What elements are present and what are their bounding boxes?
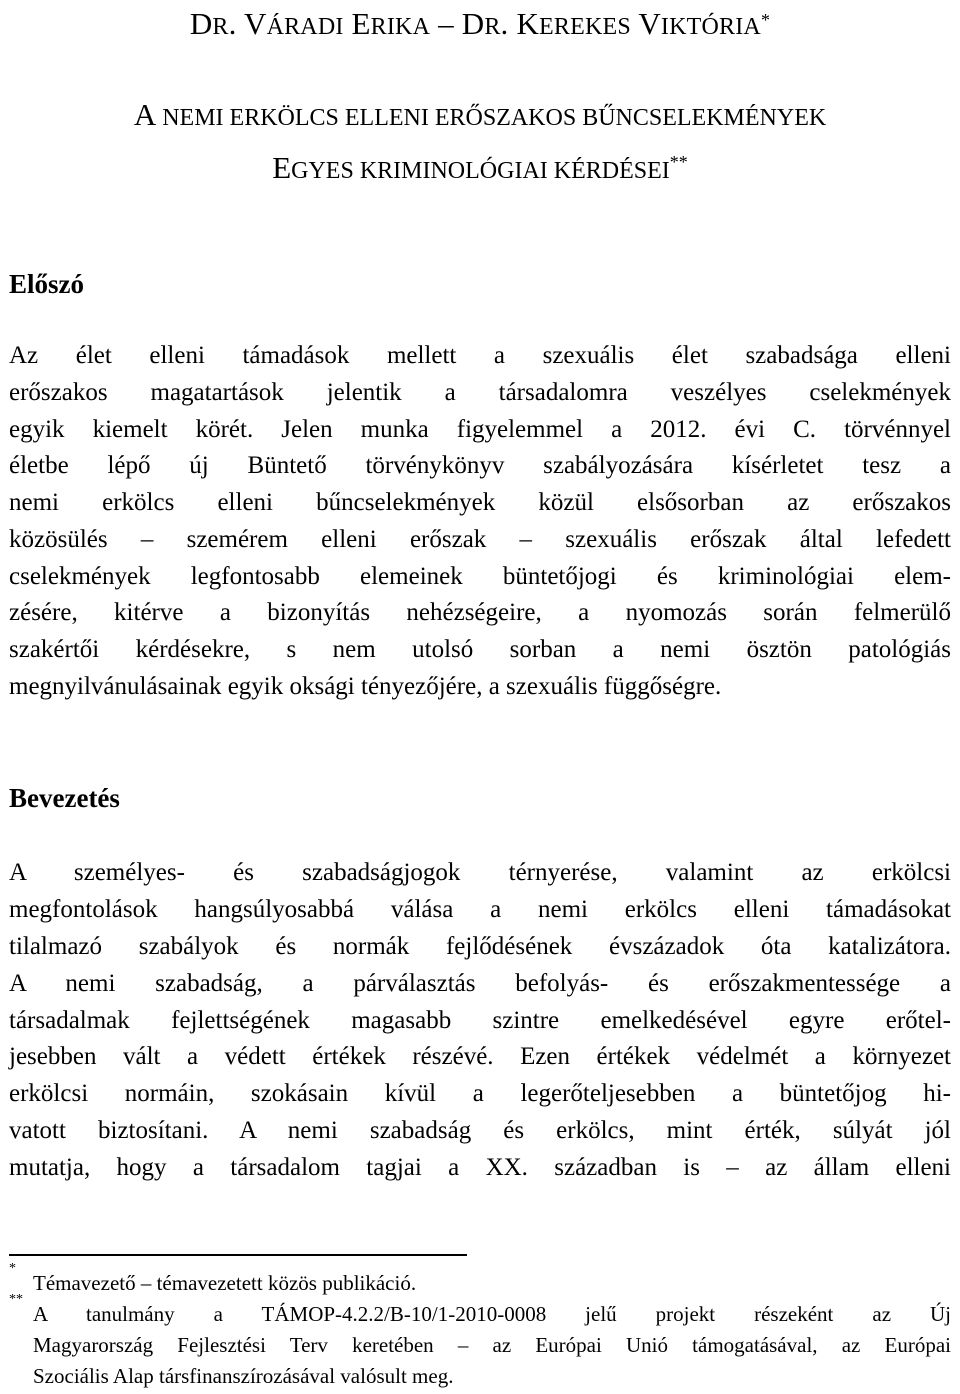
text-line: közösülés – szemérem elleni erőszak – szexuális erőszak által lefedett (9, 525, 951, 553)
footnote-2-line: Szociális Alap társfinanszírozásával valósult meg. (33, 1364, 454, 1388)
author-2-dr-rest: R (484, 14, 501, 40)
author-2-last-initial: V (638, 6, 661, 41)
author-2-dr-initial: D (461, 6, 485, 41)
text-line: megnyilvánulásainak egyik oksági tényezőjére, a szexuális függőségre. (9, 672, 722, 700)
section-heading-eloszo: Előszó (9, 269, 85, 299)
author-1-dot: . (228, 6, 244, 41)
text-line: jesebben vált a védett értékek részévé. Ezen értékek védelmét a környezet (9, 1043, 951, 1071)
footnote-separator (9, 1254, 467, 1256)
text-line: tilalmazó szabályok és normák fejlődésének évszázadok óta katalizátora. (9, 932, 951, 960)
article-title (0, 95, 960, 192)
text-line: erőszakos magatartások jelentik a társadalomra veszélyes cselekmények (9, 378, 951, 406)
footnote-1-mark: * (9, 1261, 16, 1276)
title-line-2-rest: GYES KRIMINOLÓGIAI KÉRDÉSEI (291, 158, 670, 184)
text-line: cselekmények legfontosabb elemeinek büntetőjogi és kriminológiai elem- (9, 562, 951, 590)
author-2-last-rest: IKTÓRIA (660, 14, 761, 40)
author-1-first-rest: ÁRADI (266, 14, 344, 40)
author-1-first-initial: V (243, 6, 267, 41)
author-2-dot: . (500, 6, 517, 41)
footnote-2-line: Magyarország Fejlesztési Terv keretében – az Európai Unió támogatásával, az Európai (33, 1333, 951, 1357)
text-line: mutatja, hogy a társadalom tagjai a XX. században is – az állam elleni (9, 1154, 951, 1182)
text-line: társadalmak fejlettségének magasabb szintre emelkedésével egyre erőtel- (9, 1006, 951, 1034)
paragraph-bevezetes (9, 855, 951, 1187)
author-footnote-mark: * (760, 10, 771, 30)
text-line: erkölcsi normáin, szokásain kívül a legerőteljesebben a büntetőjog hi- (9, 1080, 951, 1108)
author-separator: – (430, 6, 462, 41)
author-1-last-initial: E (351, 6, 371, 41)
text-line: szakértői kérdésekre, s nem utolsó sorban a nemi ösztön patológiás (9, 636, 951, 663)
title-line-2-initial: E (272, 150, 292, 185)
text-line: életbe lépő új Büntető törvénykönyv szabályozására kísérletet tesz a (9, 452, 951, 480)
footnote-2 (9, 1292, 951, 1392)
title-line-2 (0, 148, 960, 192)
footnotes (9, 1261, 951, 1392)
text-line: A személyes- és szabadságjogok térnyerése, valamint az erkölcsi (9, 859, 951, 886)
paragraph-eloszo (9, 338, 951, 706)
author-line (0, 4, 960, 48)
author-1-dr-initial: D (189, 6, 213, 41)
author-1-dr-rest: R (212, 14, 229, 40)
title-line-1-rest: NEMI ERKÖLCS ELLENI ERŐSZAKOS BŰNCSELEKMÉNYEK (156, 105, 827, 131)
section-heading-bevezetes: Bevezetés (9, 783, 120, 813)
text-line: nemi erkölcs elleni bűncselekmények közül elsősorban az erőszakos (9, 489, 951, 516)
author-2-first-rest: EREKES (539, 14, 631, 40)
footnote-2-line: A tanulmány a TÁMOP-4.2.2/B-10/1-2010-0008 jelű projekt részeként az Új (33, 1302, 951, 1326)
footnote-2-mark: ** (9, 1292, 23, 1307)
text-line: egyik kiemelt körét. Jelen munka figyelemmel a 2012. évi C. törvénnyel (9, 415, 951, 443)
footnote-1 (9, 1261, 951, 1299)
text-line: A nemi szabadság, a párválasztás befolyás- és erőszakmentessége a (9, 969, 951, 997)
author-1-last-rest: RIKA (370, 14, 431, 40)
title-footnote-mark: ** (669, 152, 688, 172)
author-2-first-initial: K (516, 6, 540, 41)
title-line-1-initial: A (133, 97, 157, 132)
text-line: Az élet elleni támadások mellett a szexuális élet szabadsága elleni (9, 342, 951, 369)
text-line: megfontolások hangsúlyosabbá válása a nemi erkölcs elleni támadásokat (9, 895, 951, 923)
text-line: vatott biztosítani. A nemi szabadság és erkölcs, mint érték, súlyát jól (9, 1117, 951, 1145)
title-line-1 (0, 95, 960, 138)
text-line: zésére, kitérve a bizonyítás nehézségeire, a nyomozás során felmerülő (9, 599, 951, 627)
footnote-1-line: Témavezető – témavezetett közös publikáció. (33, 1271, 417, 1295)
